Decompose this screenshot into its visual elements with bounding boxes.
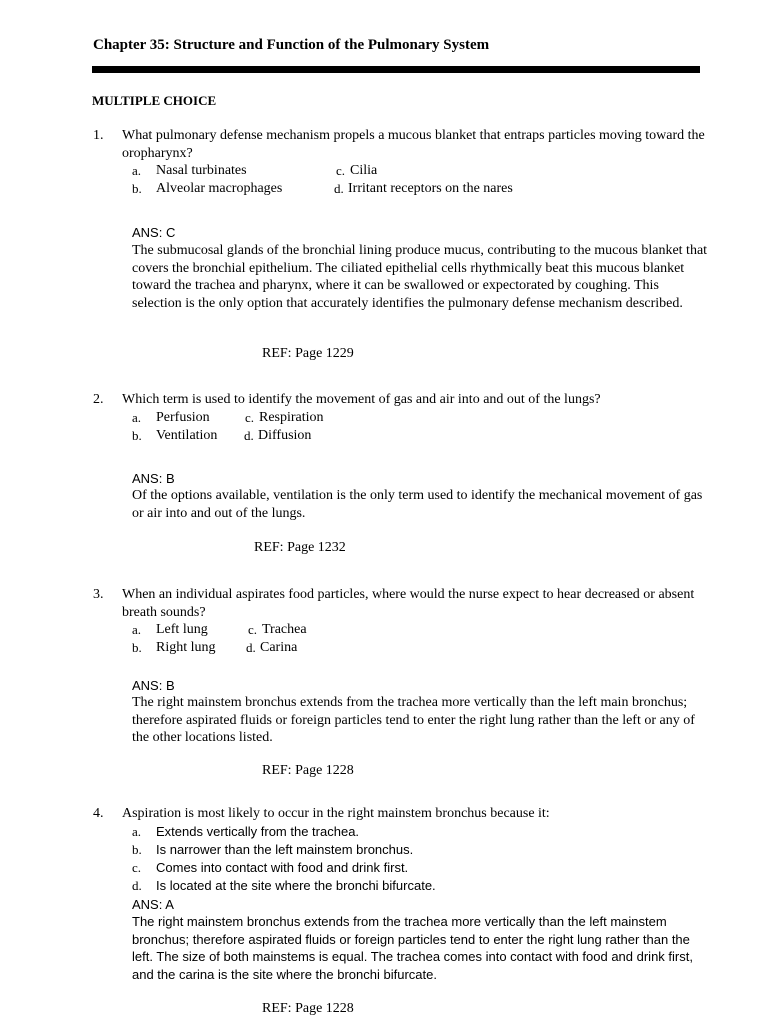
option-text: Is located at the site where the bronchi bifurcate. [156,878,436,893]
reference: REF: Page 1228 [262,1001,354,1016]
option-text: Nasal turbinates [156,163,247,178]
option-letter: c. [248,622,258,637]
option-text: Irritant receptors on the nares [348,181,513,196]
option-letter: b. [132,842,142,857]
question-number: 1. [93,128,104,143]
rationale: The submucosal glands of the bronchial lining produce mucus, contributing to the mucous blanket that covers the bronchial epithelium. The ciliated epithelial cells rhythmically beat this mucous blanket toward the trachea and pharynx, where it can be swallowed or expectorated by coughing. This selection is the only option that accurately identifies the pulmonary defense mechanism described. [132,243,708,311]
option-letter: a. [132,410,142,425]
option-letter: b. [132,428,142,443]
option-letter: d. [246,640,256,655]
option-letter: c. [245,410,255,425]
option-text: Diffusion [258,428,312,443]
option-text: Cilia [350,163,378,178]
answer-key: ANS: B [132,471,175,486]
answer-key: ANS: A [132,897,174,912]
option-text: Respiration [259,410,324,425]
option-letter: c. [336,163,346,178]
answer-key: ANS: C [132,225,176,240]
option-letter: d. [334,181,344,196]
reference: REF: Page 1229 [262,346,354,361]
option-text: Carina [260,640,298,655]
option-text: Right lung [156,640,216,655]
rationale: The right mainstem bronchus extends from the trachea more vertically than the left main bronchus; therefore aspirated fluids or foreign particles tend to enter the right lung rather than the left or any of the other locations listed. [132,695,695,745]
question-number: 2. [93,392,104,407]
option-text: Is narrower than the left mainstem bronchus. [156,842,414,857]
option-letter: b. [132,640,142,655]
option-letter: b. [132,181,142,196]
question-text: When an individual aspirates food particles, where would the nurse expect to hear decreased or absent breath sounds? [122,587,695,620]
question-number: 3. [93,587,104,602]
title-rule [92,66,700,73]
answer-key: ANS: B [132,678,175,693]
section-heading: MULTIPLE CHOICE [92,93,217,108]
option-letter: d. [132,878,142,893]
option-text: Comes into contact with food and drink first. [156,860,409,875]
question-text: Which term is used to identify the movement of gas and air into and out of the lungs? [122,392,601,407]
option-text: Perfusion [156,410,210,425]
option-text: Trachea [262,622,307,637]
question-text: Aspiration is most likely to occur in the right mainstem bronchus because it: [122,806,550,821]
option-letter: c. [132,860,142,875]
option-letter: a. [132,163,142,178]
option-text: Ventilation [156,428,218,443]
reference: REF: Page 1228 [262,763,354,778]
page-title: Chapter 35: Structure and Function of the Pulmonary System [93,37,490,53]
option-letter: a. [132,622,142,637]
rationale: The right mainstem bronchus extends from the trachea more vertically than the left mainstem bronchus; therefore aspirated fluids or foreign particles tend to enter the right lung rather than the left. The size of both mainstems is equal. The trachea comes into contact with food and drink first, and the carina is the site where the bronchi bifurcate. [132,914,693,982]
question-number: 4. [93,806,104,821]
option-text: Alveolar macrophages [156,181,283,196]
option-text: Extends vertically from the trachea. [156,824,360,839]
question-text: What pulmonary defense mechanism propels a mucous blanket that entraps particles moving toward the oropharynx? [122,128,705,161]
rationale: Of the options available, ventilation is the only term used to identify the mechanical movement of gas or air into and out of the lungs. [132,488,703,521]
option-letter: a. [132,824,142,839]
reference: REF: Page 1232 [254,540,346,555]
option-letter: d. [244,428,254,443]
option-text: Left lung [156,622,208,637]
